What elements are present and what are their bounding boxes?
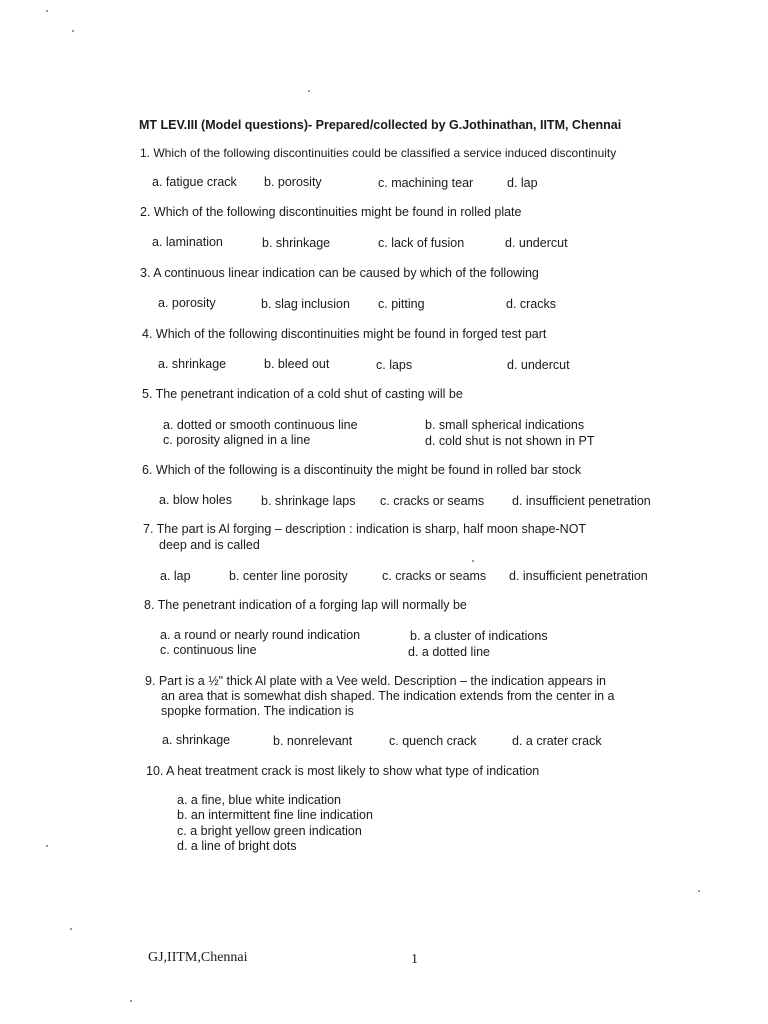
q3-option-d: d. cracks — [506, 297, 557, 311]
q2-option-d: d. undercut — [505, 236, 568, 250]
question-6-stem: 6. Which of the following is a discontinuity the might be found in rolled bar stock — [142, 463, 582, 477]
q7-option-a: a. lap — [160, 569, 191, 583]
q10-option-d: d. a line of bright dots — [177, 839, 297, 853]
q10-option-a: a. a fine, blue white indication — [177, 793, 341, 807]
scan-speck — [70, 928, 72, 930]
q8-option-b: b. a cluster of indications — [410, 629, 548, 643]
q4-option-c: c. laps — [376, 358, 413, 372]
scan-speck — [308, 90, 310, 92]
q6-option-c: c. cracks or seams — [380, 494, 485, 508]
question-7-stem: 7. The part is Al forging – description : indication is sharp, half moon shape-NOT — [143, 522, 587, 536]
question-7-stem-line2: deep and is called — [159, 538, 260, 552]
question-10-stem: 10. A heat treatment crack is most likely to show what type of indication — [146, 764, 540, 778]
q8-option-c: c. continuous line — [160, 643, 257, 657]
q4-option-b: b. bleed out — [264, 357, 330, 371]
question-2-stem: 2. Which of the following discontinuities might be found in rolled plate — [140, 205, 522, 219]
scan-speck — [698, 890, 700, 892]
q6-option-b: b. shrinkage laps — [261, 494, 356, 508]
q5-option-d: d. cold shut is not shown in PT — [425, 434, 595, 448]
question-9-stem-line2: an area that is somewhat dish shaped. The indication extends from the center in a — [161, 689, 615, 703]
q10-option-b: b. an intermittent fine line indication — [177, 808, 373, 822]
footer-left: GJ,IITM,Chennai — [148, 950, 248, 965]
q5-option-a: a. dotted or smooth continuous line — [163, 418, 358, 432]
q7-option-b: b. center line porosity — [229, 569, 348, 583]
q3-option-b: b. slag inclusion — [261, 297, 350, 311]
q6-option-d: d. insufficient penetration — [512, 494, 651, 508]
q4-option-a: a. shrinkage — [158, 357, 227, 371]
q2-option-b: b. shrinkage — [262, 236, 331, 250]
scan-speck — [72, 30, 74, 32]
q1-option-c: c. machining tear — [378, 176, 474, 190]
question-8-stem: 8. The penetrant indication of a forging lap will normally be — [144, 598, 467, 612]
page-title: MT LEV.III (Model questions)- Prepared/collected by G.Jothinathan, IITM, Chennai — [139, 118, 622, 132]
q6-option-a: a. blow holes — [159, 493, 232, 507]
question-5-stem: 5. The penetrant indication of a cold shut of casting will be — [142, 387, 463, 401]
q9-option-a: a. shrinkage — [162, 733, 231, 747]
q7-option-c: c. cracks or seams — [382, 569, 487, 583]
q8-option-a: a. a round or nearly round indication — [160, 628, 361, 642]
scan-speck — [472, 560, 474, 562]
page-number: 1 — [411, 952, 418, 967]
q9-option-b: b. nonrelevant — [273, 734, 353, 748]
scan-speck — [130, 1000, 132, 1002]
scan-speck — [46, 10, 48, 12]
question-4-stem: 4. Which of the following discontinuities might be found in forged test part — [142, 327, 547, 341]
q5-option-c: c. porosity aligned in a line — [163, 433, 311, 447]
q9-option-d: d. a crater crack — [512, 734, 602, 748]
q2-option-a: a. lamination — [152, 235, 223, 249]
q10-option-c: c. a bright yellow green indication — [177, 824, 362, 838]
q1-option-b: b. porosity — [264, 175, 322, 189]
question-3-stem: 3. A continuous linear indication can be caused by which of the following — [140, 266, 539, 280]
q7-option-d: d. insufficient penetration — [509, 569, 648, 583]
q2-option-c: c. lack of fusion — [378, 236, 465, 250]
question-9-stem: 9. Part is a ½" thick Al plate with a Vee weld. Description – the indication appears in — [145, 674, 606, 688]
q1-option-d: d. lap — [507, 176, 538, 190]
q4-option-d: d. undercut — [507, 358, 570, 372]
q8-option-d: d. a dotted line — [408, 645, 491, 659]
q9-option-c: c. quench crack — [389, 734, 477, 748]
question-1-stem: 1. Which of the following discontinuities could be classified a service induced discontinuity — [140, 146, 617, 160]
q3-option-c: c. pitting — [378, 297, 425, 311]
q3-option-a: a. porosity — [158, 296, 216, 310]
scan-speck — [46, 845, 48, 847]
q5-option-b: b. small spherical indications — [425, 418, 585, 432]
q1-option-a: a. fatigue crack — [152, 175, 237, 189]
question-9-stem-line3: spopke formation. The indication is — [161, 704, 354, 718]
